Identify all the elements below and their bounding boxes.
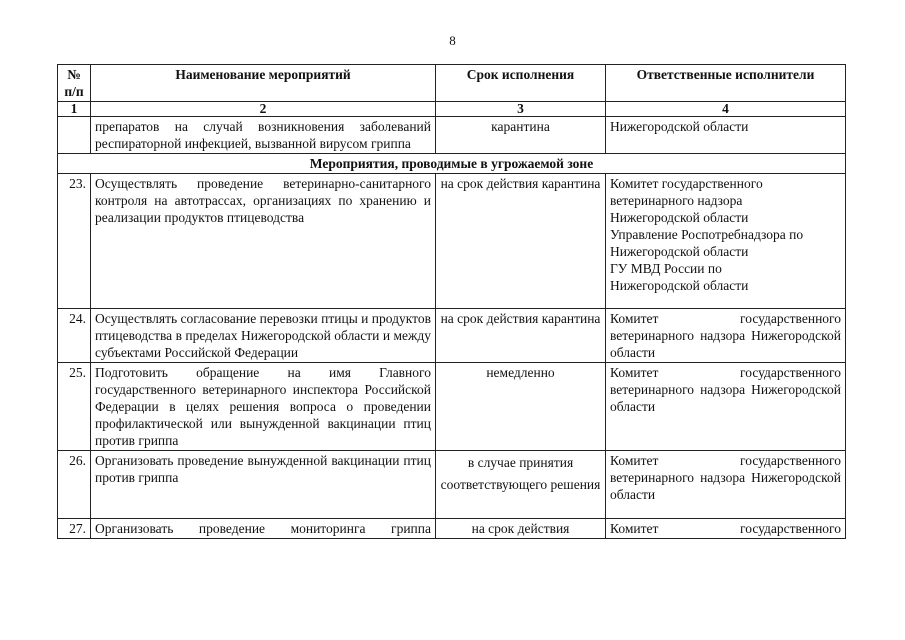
table-row [58, 309, 846, 363]
column-number-2: 2 [91, 102, 436, 117]
column-number-4: 4 [606, 102, 846, 117]
row-term: на срок действия карантина [436, 309, 606, 363]
row-name: Организовать проведение мониторинга гриппа [91, 519, 436, 539]
row-responsible [606, 174, 846, 309]
continuation-term: карантина [436, 117, 606, 154]
row-number: 24. [58, 309, 91, 363]
table-row [58, 174, 846, 309]
row-name: Осуществлять согласование перевозки птицы и продуктов птицеводства в пределах Нижегородской области и между субъектами Российской Федерации [91, 309, 436, 363]
measures-table [57, 64, 846, 539]
responsible-line: ветеринарного надзора [610, 193, 743, 208]
responsible-line: Нижегородской области [610, 210, 749, 225]
row-responsible: Комитет государственного ветеринарного надзора Нижегородской области [606, 363, 846, 451]
responsible-line: Комитет государственного [610, 176, 763, 191]
header-num: № п/п [58, 65, 91, 102]
row-number: 26. [58, 451, 91, 519]
section-title: Мероприятия, проводимые в угрожаемой зоне [58, 154, 846, 174]
row-name: Подготовить обращение на имя Главного государственного ветеринарного инспектора Российской Федерации в целях решения вопроса о проведении профилактической или вынужденной вакцинации птиц против гриппа [91, 363, 436, 451]
header-term: Срок исполнения [436, 65, 606, 102]
responsible-line: ГУ МВД России по [610, 261, 722, 276]
row-term: на срок действия [436, 519, 606, 539]
row-responsible: Комитет государственного ветеринарного надзора Нижегородской области [606, 451, 846, 519]
page-number: 8 [449, 33, 456, 48]
header-responsible: Ответственные исполнители [606, 65, 846, 102]
row-number: 23. [58, 174, 91, 309]
row-term: немедленно [436, 363, 606, 451]
responsible-line: Нижегородской области [610, 278, 749, 293]
responsible-line: Управление Роспотребнадзора по [610, 227, 804, 242]
table-row [58, 451, 846, 519]
table-header-row [58, 65, 846, 102]
column-number-1: 1 [58, 102, 91, 117]
continuation-name: препаратов на случай возникновения заболеваний респираторной инфекцией, вызванной вирусом гриппа [91, 117, 436, 154]
responsible-line: Нижегородской области [610, 244, 749, 259]
column-number-3: 3 [436, 102, 606, 117]
row-term: на срок действия карантина [436, 174, 606, 309]
table-row [58, 363, 846, 451]
row-responsible: Комитет государственного ветеринарного надзора Нижегородской области [606, 309, 846, 363]
row-number: 25. [58, 363, 91, 451]
section-row [58, 154, 846, 174]
row-name: Осуществлять проведение ветеринарно-санитарного контроля на автотрассах, организациях по хранению и реализации продуктов птицеводства [91, 174, 436, 309]
continuation-responsible: Нижегородской области [606, 117, 846, 154]
row-name: Организовать проведение вынужденной вакцинации птиц против гриппа [91, 451, 436, 519]
column-numbers-row [58, 102, 846, 117]
row-number: 27. [58, 519, 91, 539]
row-responsible: Комитет государственного [606, 519, 846, 539]
table-row [58, 117, 846, 154]
header-name: Наименование мероприятий [91, 65, 436, 102]
row-term: в случае принятия соответствующего решения [436, 451, 606, 519]
table-row [58, 519, 846, 539]
